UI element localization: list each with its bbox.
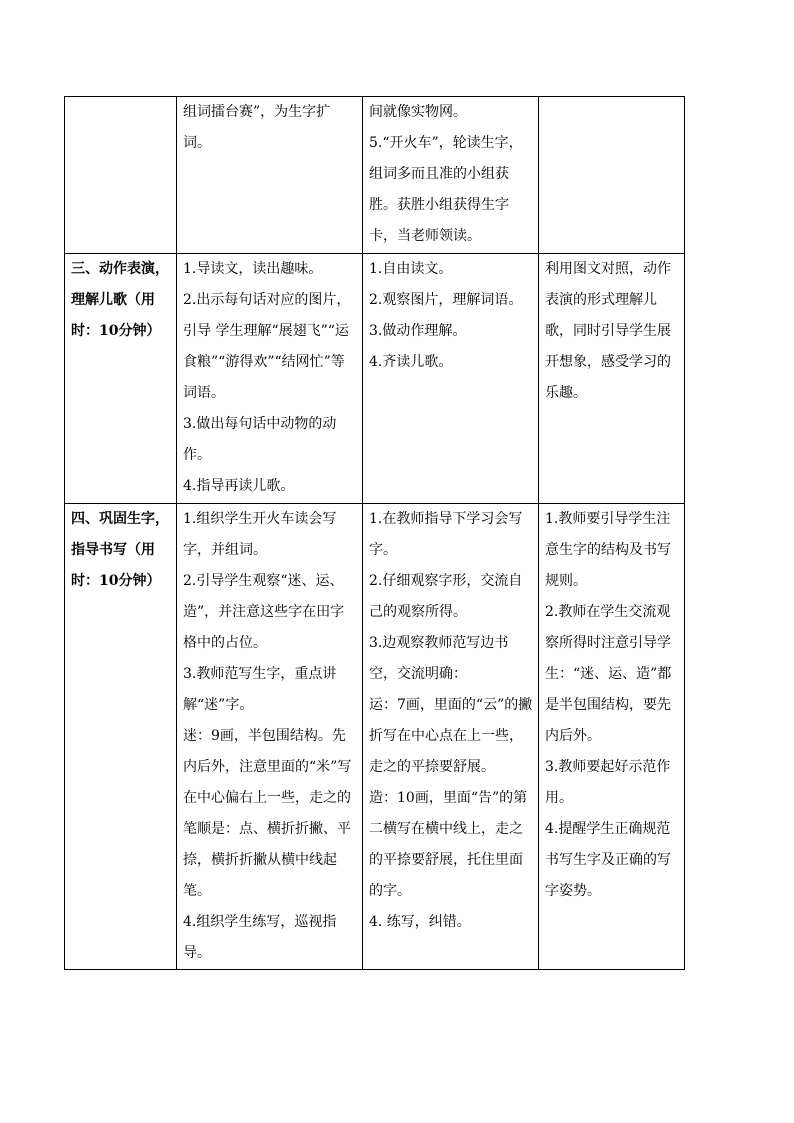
teacher-step: 3.教师范写生字，重点讲解“迷”字。: [183, 666, 337, 713]
teacher-step: 组词擂台赛”，为生字扩词。: [183, 104, 331, 151]
teacher-step: 3.做出每句话中动物的动作。: [183, 416, 337, 463]
phase-cell: [65, 97, 177, 254]
teacher-step: 4.组织学生练写，巡视指导。: [183, 914, 337, 961]
student-activity-cell: [363, 254, 539, 504]
student-step: 间就像实物网。: [369, 104, 467, 120]
student-step: 1.在教师指导下学习会写字。: [369, 511, 523, 558]
student-step: 5.“开火车”，轮读生字，组词多而且准的小组获胜。获胜小组获得生字卡，当老师领读。: [369, 135, 523, 244]
student-step: 造：10画，里面“告”的第二横写在横中线上，走之的平捺要舒展，托住里面的字。: [369, 790, 528, 899]
design-intent-cell: [539, 97, 685, 254]
teacher-step: 1.组织学生开火车读会写字，并组词。: [183, 511, 337, 558]
student-activity-cell: [363, 97, 539, 254]
intent-text: 1.教师要引导学生注意生字的结构及书写规则。: [545, 511, 671, 589]
table-row: [65, 97, 685, 254]
intent-text: 4.提醒学生正确规范书写生字及正确的写字姿势。: [545, 821, 671, 899]
student-step: 4. 练写，纠错。: [369, 914, 471, 930]
teacher-activity-cell: [177, 97, 363, 254]
student-step: 2.观察图片，理解词语。: [369, 292, 523, 308]
intent-text: 利用图文对照，动作表演的形式理解儿歌，同时引导学生展开想象，感受学习的乐趣。: [545, 261, 671, 401]
student-step: 4.齐读儿歌。: [369, 354, 453, 370]
intent-text: 3.教师要起好示范作用。: [545, 759, 671, 806]
student-activity-cell: [363, 504, 539, 970]
design-intent-cell: [539, 254, 685, 504]
table-row: [65, 504, 685, 970]
intent-text: 2.教师在学生交流观察所得时注意引导学生：“迷、运、造”都是半包围结构，要先内后外。: [545, 604, 672, 744]
teacher-step: 迷：9画，半包围结构。先内后外，注意里面的“米”写在中心偏右上一些，走之的笔顺是：点、横折折撇、平捺，横折折撇从横中线起笔。: [183, 728, 352, 899]
table-row: [65, 254, 685, 504]
teacher-step: 1.导读文，读出趣味。: [183, 261, 323, 277]
phase-cell: 三、动作表演，理解儿歌（用时：10分钟）: [65, 254, 177, 504]
student-step: 3.做动作理解。: [369, 323, 467, 339]
teacher-step: 4.指导再读儿歌。: [183, 478, 295, 494]
teacher-activity-cell: [177, 254, 363, 504]
phase-cell: 四、巩固生字，指导书写（用时：10分钟）: [65, 504, 177, 970]
teacher-activity-cell: [177, 504, 363, 970]
design-intent-cell: [539, 504, 685, 970]
student-step: 2.仔细观察字形，交流自己的观察所得。: [369, 573, 523, 620]
student-step: 1.自由读文。: [369, 261, 453, 277]
lesson-plan-table: [64, 96, 685, 970]
student-step: 运：7画，里面的“云”的撇折写在中心点在上一些，走之的平捺要舒展。: [369, 697, 533, 775]
student-step: 3.边观察教师范写边书空，交流明确：: [369, 635, 509, 682]
teacher-step: 2.引导学生观察“迷、运、造”，并注意这些字在田字格中的占位。: [183, 573, 345, 651]
teacher-step: 2.出示每句话对应的图片，引导 学生理解“展翅飞”“运食粮”“游得欢”“结网忙”等词语。: [183, 292, 351, 401]
